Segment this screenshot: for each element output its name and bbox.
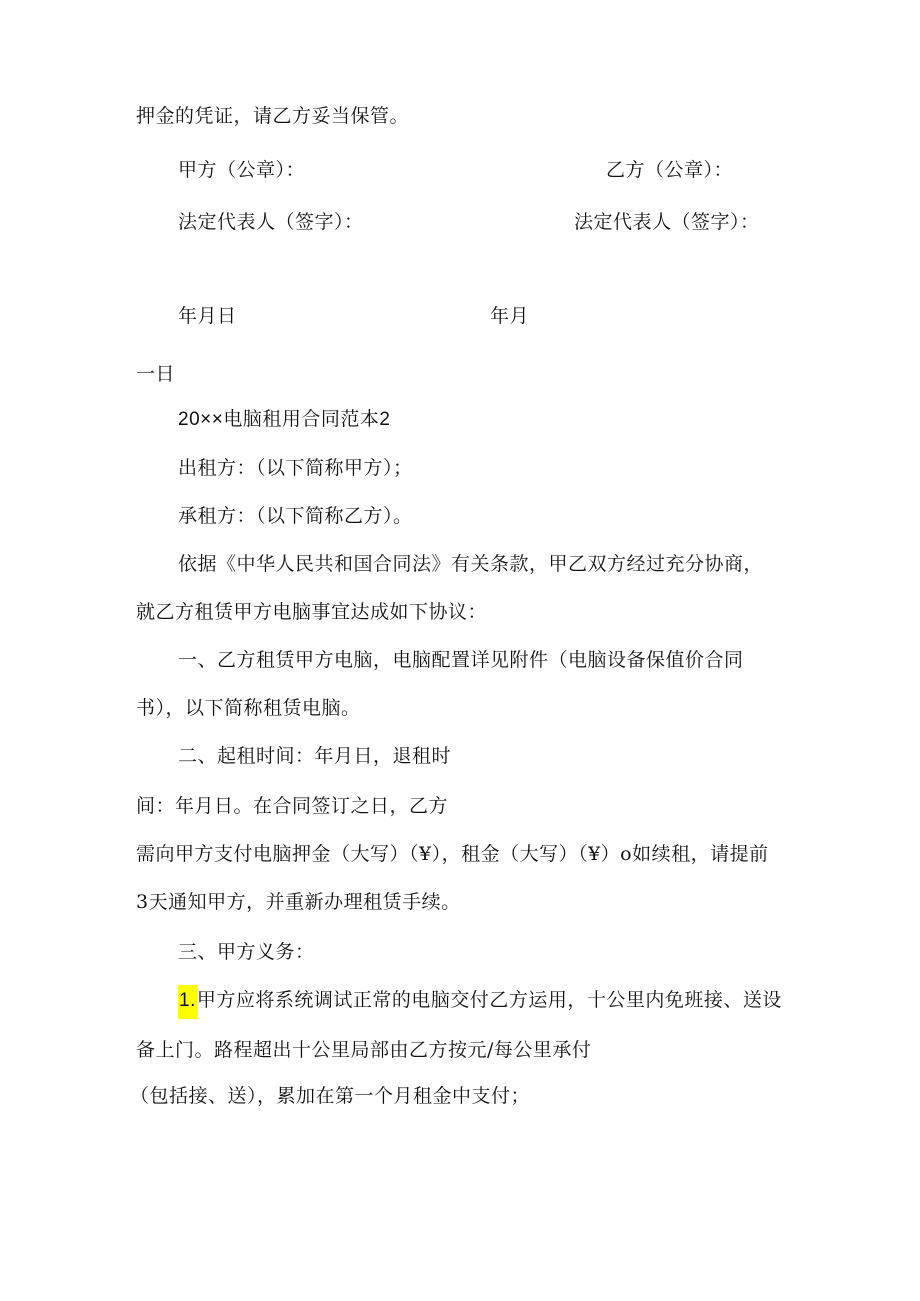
article-2-line-4: 3天通知甲方，并重新办理租赁手续。 (136, 891, 461, 913)
intro-paragraph-line-2: 就乙方租赁甲方电脑事宜达成如下协议： (136, 601, 488, 623)
party-a-date-label: 年月日 (178, 305, 237, 327)
party-a-seal-label: 甲方（公章）： (178, 159, 306, 181)
party-b-date-continued: 一日 (136, 363, 176, 385)
item-1-number-highlight: 1. (178, 985, 197, 1019)
item-1-line-3: （包括接、送），累加在第一个月租金中支付； (130, 1085, 531, 1107)
party-b-date-label: 年月 (490, 305, 530, 327)
article-1-line-1: 一、乙方租赁甲方电脑，电脑配置详见附件（电脑设备保值价合同 (178, 649, 744, 671)
item-1-line-1 (178, 988, 782, 1013)
lessee-line: 承租方：（以下简称乙方）。 (178, 505, 413, 527)
intro-paragraph-line-1: 依据《中华人民共和国合同法》有关条款，甲乙双方经过充分协商， (178, 553, 764, 575)
party-b-representative-label: 法定代表人（签字）： (574, 211, 760, 233)
contract-title: 20××电脑租用合同范本2 (178, 409, 391, 430)
text-line-deposit-receipt: 押金的凭证，请乙方妥当保管。 (136, 105, 410, 127)
party-a-representative-label: 法定代表人（签字）： (178, 211, 364, 233)
article-2-line-1: 二、起租时间：年月日，退租时 (178, 745, 452, 767)
article-2-line-3: 需向甲方支付电脑押金（大写）（¥），租金（大写）（¥）o如续租，请提前 (136, 843, 769, 865)
lessor-line: 出租方：（以下简称甲方）； (178, 457, 413, 479)
item-1-line-2: 备上门。路程超出十公里局部由乙方按元/每公里承付 (136, 1039, 592, 1061)
party-b-seal-label: 乙方（公章）： (606, 159, 734, 181)
article-1-line-2: 书），以下简称租赁电脑。 (136, 697, 361, 719)
article-3-heading: 三、甲方义务： (178, 941, 315, 963)
article-2-line-2: 间：年月日。在合同签订之日，乙方 (136, 795, 449, 817)
item-1-text: 甲方应将系统调试正常的电脑交付乙方运用，十公里内免班接、送设 (196, 989, 782, 1011)
